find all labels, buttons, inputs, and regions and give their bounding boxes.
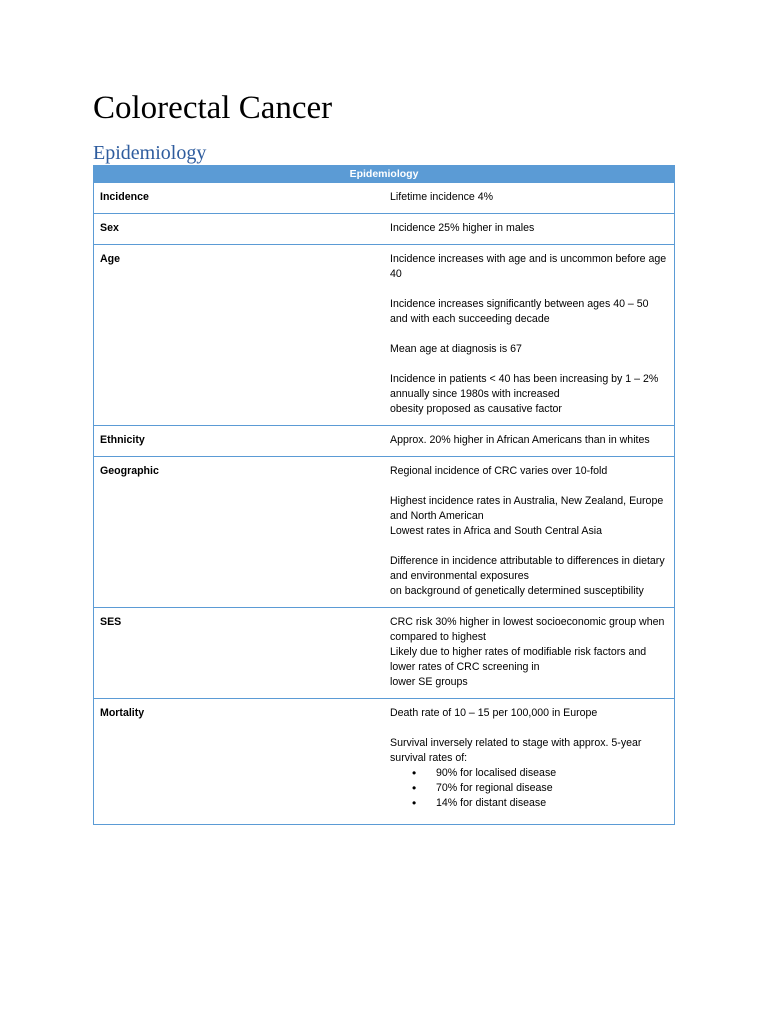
text-line: Likely due to higher rates of modifiable risk factors and lower rates of CRC screening in xyxy=(390,646,647,673)
table-row-mortality xyxy=(94,699,675,825)
survival-rates-list xyxy=(390,766,668,811)
section-heading-epidemiology: Epidemiology xyxy=(93,142,207,164)
text-line: CRC risk 30% higher in lowest socioeconomic group when compared to highest xyxy=(390,616,665,643)
table-header-row xyxy=(94,166,675,183)
row-content-incidence xyxy=(384,183,675,214)
table-header: Epidemiology xyxy=(94,166,675,183)
row-content-mortality xyxy=(384,699,675,825)
list-item: • 90% for localised disease xyxy=(390,766,668,781)
text-line: Approx. 20% higher in African Americans than in whites xyxy=(390,434,650,446)
text-line: Difference in incidence attributable to differences in dietary and environmental exposures xyxy=(390,555,665,582)
text-line: obesity proposed as causative factor xyxy=(390,403,562,415)
text-line: Lifetime incidence 4% xyxy=(390,191,494,203)
text-line: Incidence 25% higher in males xyxy=(390,222,535,234)
table-row-age xyxy=(94,245,675,426)
row-label-sex: Sex xyxy=(94,214,385,245)
row-content-sex xyxy=(384,214,675,245)
row-label-ethnicity: Ethnicity xyxy=(94,426,385,457)
paragraph-spacer xyxy=(390,282,668,297)
row-content-ses xyxy=(384,608,675,699)
text-line: Incidence in patients < 40 has been increasing by 1 – 2% annually since 1980s with increased xyxy=(390,373,659,400)
text-line: Incidence increases significantly between ages 40 – 50 and with each succeeding decade xyxy=(390,298,649,325)
row-content-age xyxy=(384,245,675,426)
paragraph-spacer xyxy=(390,539,668,554)
row-label-ses: SES xyxy=(94,608,385,699)
row-content-ethnicity xyxy=(384,426,675,457)
list-item: • 14% for distant disease xyxy=(390,796,668,811)
paragraph-spacer xyxy=(390,357,668,372)
text-line: Incidence increases with age and is uncommon before age 40 xyxy=(390,253,667,280)
table-row-ses xyxy=(94,608,675,699)
document-title: Colorectal Cancer xyxy=(93,90,333,126)
text-line: Highest incidence rates in Australia, New Zealand, Europe and North American xyxy=(390,495,664,522)
table-row-geographic xyxy=(94,457,675,608)
text-line: Regional incidence of CRC varies over 10-fold xyxy=(390,465,608,477)
text-line: Mean age at diagnosis is 67 xyxy=(390,343,522,355)
paragraph-spacer xyxy=(390,721,668,736)
table-row-incidence xyxy=(94,183,675,214)
text-line: Death rate of 10 – 15 per 100,000 in Europe xyxy=(390,707,598,719)
list-item: • 70% for regional disease xyxy=(390,781,668,796)
row-content-geographic xyxy=(384,457,675,608)
row-label-age: Age xyxy=(94,245,385,426)
table-row-sex xyxy=(94,214,675,245)
text-line: Lowest rates in Africa and South Central Asia xyxy=(390,525,602,537)
text-line: lower SE groups xyxy=(390,676,468,688)
row-label-mortality: Mortality xyxy=(94,699,385,825)
text-line: on background of genetically determined susceptibility xyxy=(390,585,644,597)
table-row-ethnicity xyxy=(94,426,675,457)
text-line: Survival inversely related to stage with approx. 5-year survival rates of: xyxy=(390,737,642,764)
row-label-geographic: Geographic xyxy=(94,457,385,608)
paragraph-spacer xyxy=(390,327,668,342)
epidemiology-table xyxy=(93,165,675,825)
row-label-incidence: Incidence xyxy=(94,183,385,214)
paragraph-spacer xyxy=(390,479,668,494)
